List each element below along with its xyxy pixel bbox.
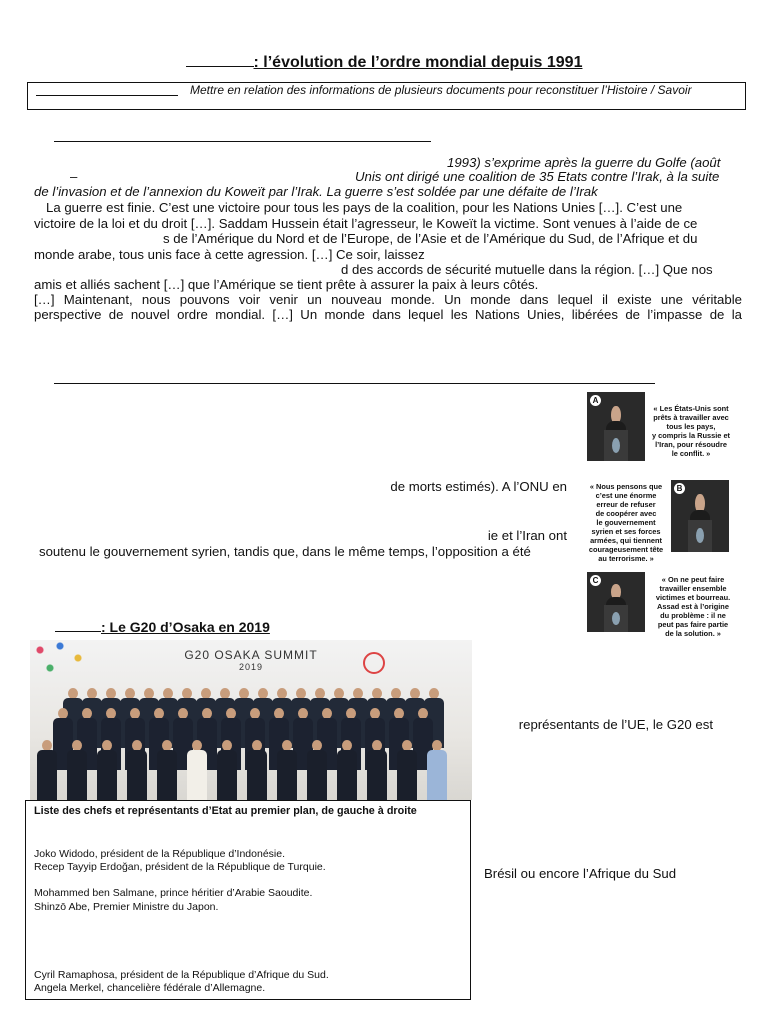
g20-text: représentants de l’UE, le G20 est — [518, 717, 713, 732]
objective-text: Mettre en relation des informations de plusieurs documents pour reconstituer l’Histoire / Savoir — [190, 83, 692, 97]
doc1-line: monde arabe, tous unis face à cette agression. […] Ce soir, laissez — [34, 247, 425, 262]
doc1-line: Unis ont dirigé une coalition de 35 Etats contre l’Irak, à la suite — [355, 169, 720, 184]
leader-item: Mohammed ben Salmane, prince héritier d’Arabie Saoudite. — [34, 887, 313, 899]
leader-figure — [336, 740, 358, 800]
title-blank — [186, 52, 254, 67]
leader-figure — [216, 740, 238, 800]
badge-a: A — [590, 395, 601, 406]
badge-b: B — [674, 483, 685, 494]
leaders-group — [30, 680, 472, 800]
doc1-dash: – — [70, 169, 78, 184]
doc2-title-rule — [54, 383, 655, 384]
leader-item: Recep Tayyip Erdoğan, président de la République de Turquie. — [34, 861, 326, 873]
doc1-line: s de l’Amérique du Nord et de l’Europe, de l’Asie et de l’Amérique du Sud, de l’Afrique et du — [163, 231, 698, 246]
leader-figure — [366, 740, 388, 800]
leader-figure — [426, 740, 448, 800]
leaders-list-box — [25, 800, 471, 1000]
speaker-photo-b — [671, 480, 729, 552]
doc1-line: victoire de la loi et du droit […]. Saddam Hussein était l’agresseur, le Koweït la victime. Sont venues à l’aide de ce — [34, 216, 698, 231]
leader-figure — [396, 740, 418, 800]
objective-blank — [36, 95, 178, 96]
leader-item: Cyril Ramaphosa, président de la République d’Afrique du Sud. — [34, 969, 329, 981]
g20-banner: G20 OSAKA SUMMIT — [184, 648, 318, 662]
g20-heading-text: : Le G20 d’Osaka en 2019 — [101, 619, 270, 635]
g20-heading — [55, 619, 270, 635]
leader-figure — [96, 740, 118, 800]
leader-figure — [186, 740, 208, 800]
doc1-line: La guerre est finie. C’est une victoire pour tous les pays de la coalition, pour les Nations Unies […]. C’est une — [46, 200, 683, 215]
objective-box — [27, 82, 746, 110]
doc1-line: de l’invasion et de l’annexion du Koweït par l’Irak. La guerre s’est soldée par une défaite de l’Irak — [34, 184, 598, 199]
doc1-title-rule — [54, 141, 431, 142]
leader-figure — [126, 740, 148, 800]
doc2-line: ie et l’Iran ont — [487, 528, 567, 543]
leader-figure — [246, 740, 268, 800]
speaker-photo-a — [587, 392, 645, 461]
speaker-photo-c — [587, 572, 645, 632]
g20-group-photo — [30, 640, 472, 800]
page-title — [0, 52, 768, 72]
leader-figure — [36, 740, 58, 800]
doc1-line: d des accords de sécurité mutuelle dans la région. […] Que nos — [341, 262, 713, 277]
doc2-line: de morts estimés). A l’ONU en — [390, 479, 567, 494]
g20-banner-year: 2019 — [238, 662, 264, 672]
leader-figure — [276, 740, 298, 800]
quote-b: « Nous pensons que c’est une énorme erreur de refuser de coopérer avec le gouvernement syrien et ses forces armées, qui tiennent courageusement tête au terrorisme. » — [588, 482, 664, 563]
title-text: : l’évolution de l’ordre mondial depuis 1991 — [253, 54, 583, 71]
doc2-line: soutenu le gouvernement syrien, tandis que, dans le même temps, l’opposition a été — [39, 544, 531, 559]
badge-c: C — [590, 575, 601, 586]
doc1-line: 1993) s’exprime après la guerre du Golfe (août — [447, 155, 721, 170]
leader-item: Joko Widodo, président de la République d’Indonésie. — [34, 848, 286, 860]
leaders-list-title: Liste des chefs et représentants d’Etat au premier plan, de gauche à droite — [34, 805, 417, 817]
leader-item: Angela Merkel, chancelière fédérale d’Allemagne. — [34, 982, 266, 994]
doc1-line: perspective de nouvel ordre mondial. […] Un monde dans lequel les Nations Unies, libérées de l’impasse de la — [34, 307, 742, 322]
g20-text: Brésil ou encore l’Afrique du Sud — [484, 866, 677, 881]
quote-a: « Les États-Unis sont prêts à travailler avec tous les pays, y compris la Russie et l’Iran, pour résoudre le conflit. » — [651, 404, 731, 458]
quote-c: « On ne peut faire travailler ensemble victimes et bourreau. Assad est à l’origine du problème : il ne peut pas faire partie de la solution. » — [655, 575, 731, 638]
doc1-line: […] Maintenant, nous pouvons voir venir un nouveau monde. Un monde dans lequel il existe une véritable — [34, 292, 742, 307]
leader-figure — [156, 740, 178, 800]
g20-heading-blank — [55, 619, 101, 632]
g20-logo-icon — [363, 652, 385, 674]
leader-figure — [306, 740, 328, 800]
doc1-line: amis et alliés sachent […] que l’Amérique se tient prête à assurer la paix à leurs côtés. — [34, 277, 539, 292]
leader-figure — [66, 740, 88, 800]
leader-item: Shinzō Abe, Premier Ministre du Japon. — [34, 901, 219, 913]
